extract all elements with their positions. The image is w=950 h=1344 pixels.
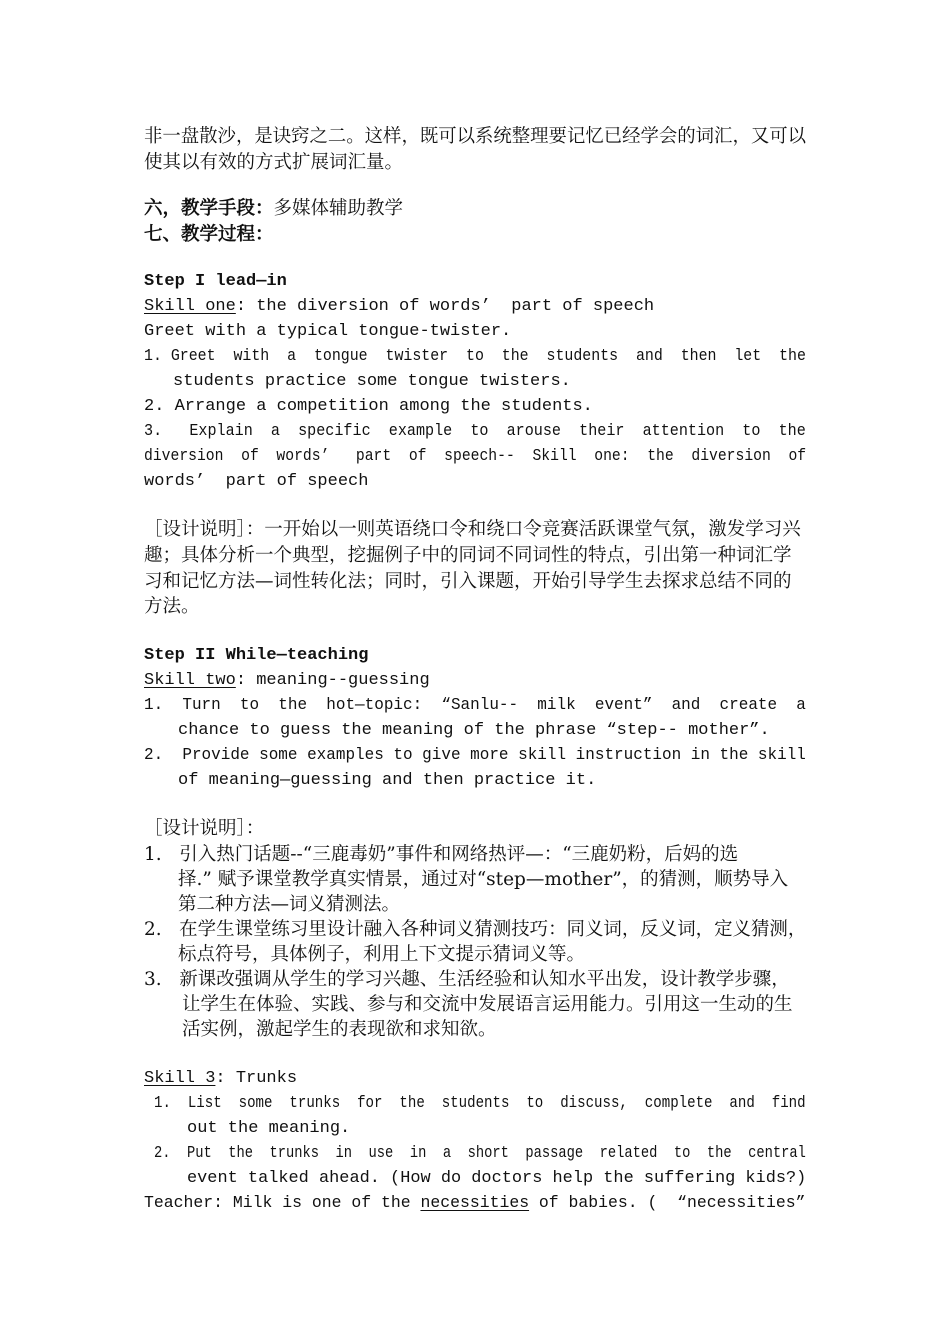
skill-3-text: : Trunks [215,1069,298,1088]
teacher-suffix: of babies. ( “necessities” [529,1194,806,1213]
step-2-item-1-line-2: chance to guess the meaning of the phrase “step-- mother”. [178,721,770,740]
step-2-note-3-line-3: 活实例，激起学生的表现欲和求知欲。 [182,1019,497,1040]
step-2-title: Step II While—teaching [144,646,369,665]
step-1-item-3-line-1: 3. Explain a specific example to arouse their attention to the [144,422,806,441]
step-1-item-3-line-3: words’ part of speech [144,472,369,491]
step-1-item-1-line-1: 1. Greet with a tongue twister to the students and then let the [144,347,806,366]
step-1-note-line-1: ［设计说明］：一开始以一则英语绕口令和绕口令竞赛活跃课堂气氛，激发学习兴 [144,519,801,540]
step-1-greet: Greet with a typical tongue-twister. [144,322,512,341]
step-2-item-2-line-1: 2. Provide some examples to give more skill instruction in the skill [144,746,806,765]
skill-3-heading [144,1066,297,1091]
step-2-note-2-line-2: 标点符号，具体例子，利用上下文提示猜词义等。 [178,944,586,965]
skill-3-item-2-line-2: event talked ahead. (How do doctors help the suffering kids?) [187,1169,807,1188]
skill-one-label: Skill one [144,297,236,316]
step-2-note-1-line-3: 第二种方法—词义猜测法。 [178,894,401,915]
section-7-heading: 七、教学过程： [144,224,274,245]
step-2-note-title: ［设计说明］： [144,818,265,839]
teacher-prefix: Teacher: Milk is one of the [144,1194,421,1213]
skill-two-text: : meaning--guessing [235,671,430,690]
step-1-skill [144,294,654,319]
step-2-item-1-line-1: 1. Turn to the hot—topic: “Sanlu-- milk event” and create a [144,696,806,715]
section-6-heading [144,196,403,221]
step-1-item-3-line-2: diversion of words’ part of speech-- Skill one: the diversion of [144,447,807,466]
step-1-item-2: 2. Arrange a competition among the students. [144,397,593,416]
step-2-note-1-line-2: 择.” 赋予课堂教学真实情景，通过对“step—mother”，的猜测，顺势导入 [178,869,789,890]
step-2-note-3-line-2: 让学生在体验、实践、参与和交流中发展语言运用能力。引用这一生动的生 [182,994,793,1015]
step-1-note-line-2: 趣；具体分析一个典型，挖掘例子中的同词不同词性的特点，引出第一种词汇学 [144,545,792,566]
skill-3-label: Skill 3 [144,1069,216,1088]
skill-3-item-1-line-1: 1. List some trunks for the students to discuss, complete and find [154,1094,806,1113]
step-1-note-line-3: 习和记忆方法—词性转化法；同时，引入课题，开始引导学生去探求总结不同的 [144,571,792,592]
skill-3-item-2-line-1: 2. Put the trunks in use in a short passage related to the central [154,1144,806,1163]
teacher-line [144,1191,806,1216]
intro-line-2: 使其以有效的方式扩展词汇量。 [144,152,404,173]
skill-two-label: Skill two [144,671,236,690]
step-2-note-1-line-1: 1. 引入热门话题--“三鹿毒奶”事件和网络热评—：“三鹿奶粉，后妈的选 [144,844,739,865]
section-6-label: 六，教学手段： [144,198,274,219]
step-1-note-line-4: 方法。 [144,596,200,617]
intro-line-1: 非一盘散沙，是诀窍之二。这样，既可以系统整理要记忆已经学会的词汇，又可以 [144,126,807,147]
section-6-text: 多媒体辅助教学 [273,198,404,219]
skill-3-item-1-line-2: out the meaning. [187,1119,351,1138]
step-2-note-2-line-1: 2. 在学生课堂练习里设计融入各种词义猜测技巧：同义词，反义词，定义猜测， [144,919,807,940]
necessities-word: necessities [420,1194,530,1213]
step-1-title: Step I lead—in [144,272,287,291]
step-2-item-2-line-2: of meaning—guessing and then practice it. [178,771,597,790]
skill-one-text: : the diversion of words’ part of speech [235,297,655,316]
step-1-item-1-line-2: students practice some tongue twisters. [173,372,571,391]
step-2-skill [144,668,430,693]
step-2-note-3-line-1: 3. 新课改强调从学生的学习兴趣、生活经验和认知水平出发，设计教学步骤， [144,969,790,990]
